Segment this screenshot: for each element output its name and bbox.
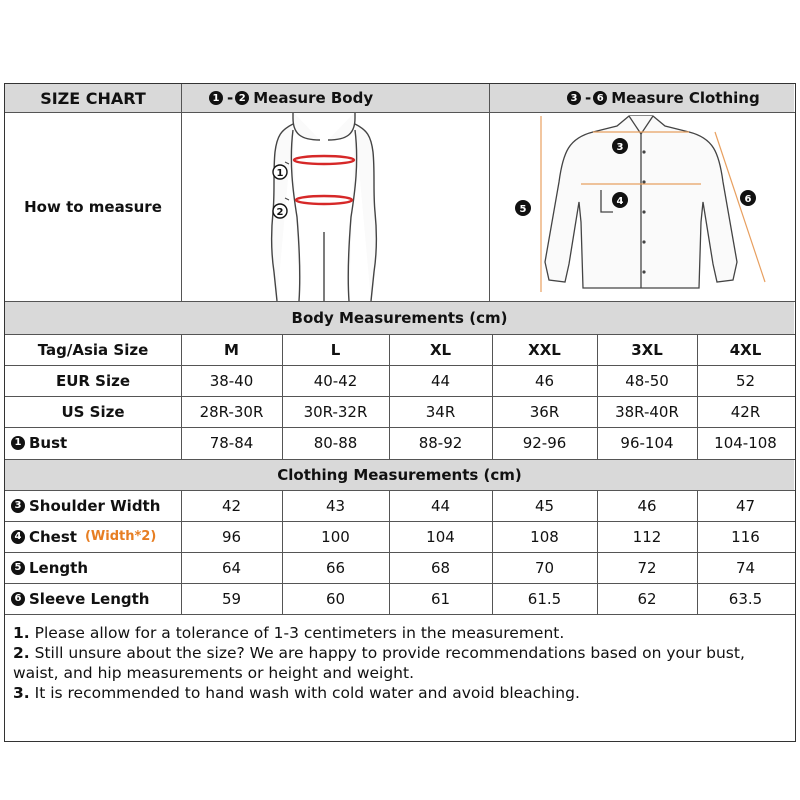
size-header-cell: 3XL [631, 340, 663, 359]
body-silhouette-icon [181, 112, 489, 301]
table-cell: 80-88 [313, 433, 358, 452]
measure-clothing-label: Measure Clothing [611, 89, 760, 107]
table-cell: 60 [325, 589, 346, 608]
size-header-cell: L [330, 340, 341, 359]
table-cell: 78-84 [209, 433, 254, 452]
row-note: (Width*2) [84, 529, 157, 544]
row-label-text: Length [29, 558, 88, 577]
size-header-cell: XL [429, 340, 452, 359]
marker-1-icon: 1 [209, 91, 223, 105]
row-label-text: Sleeve Length [29, 589, 150, 608]
marker-6-icon: 6 [593, 91, 607, 105]
measure-clothing-header: 3 - 6 Measure Clothing [489, 84, 794, 112]
row-label [5, 521, 181, 552]
marker-5-icon: 5 [11, 561, 25, 575]
table-cell: 116 [731, 527, 760, 546]
table-cell: 70 [534, 558, 555, 577]
row-label-text: Bust [29, 433, 68, 452]
table-cell: 92-96 [522, 433, 567, 452]
shirt-figure [489, 112, 794, 301]
table-cell: 64 [221, 558, 242, 577]
table-cell: 28R-30R [199, 402, 264, 421]
size-row-label: Tag/Asia Size [37, 340, 149, 359]
row-label [5, 490, 181, 521]
row-label [5, 427, 181, 458]
table-cell: 48-50 [625, 371, 669, 390]
table-cell: 61 [430, 589, 451, 608]
table-cell: 108 [530, 527, 559, 546]
table-cell: 42 [221, 496, 242, 515]
size-header-cell: M [224, 340, 239, 359]
body-marker-2: 2 [276, 207, 284, 218]
size-header-cell: 4XL [729, 340, 762, 359]
shirt-marker-6: 6 [744, 194, 752, 205]
marker-3-icon: 3 [11, 499, 25, 513]
table-cell: 68 [430, 558, 451, 577]
marker-4-icon: 4 [11, 530, 25, 544]
table-cell: 104-108 [714, 433, 777, 452]
table-cell: 36R [529, 402, 560, 421]
table-cell: 46 [637, 496, 657, 515]
table-cell: 66 [325, 558, 346, 577]
table-cell: 104 [426, 527, 455, 546]
table-cell: 62 [637, 589, 657, 608]
body-figure [181, 112, 489, 301]
table-cell: 74 [735, 558, 756, 577]
row-label [5, 552, 181, 583]
row-label [5, 583, 181, 614]
table-cell: 42R [730, 402, 761, 421]
shirt-marker-4: 4 [616, 196, 624, 207]
row-label-text: Chest [29, 527, 77, 546]
row-label-text: EUR Size [55, 371, 131, 390]
table-cell: 44 [430, 496, 451, 515]
table-cell: 44 [430, 371, 451, 390]
table-cell: 96 [221, 527, 242, 546]
shirt-marker-5: 5 [519, 204, 527, 215]
table-cell: 38-40 [209, 371, 254, 390]
table-cell: 52 [735, 371, 756, 390]
table-cell: 88-92 [418, 433, 463, 452]
size-chart-table [4, 83, 796, 742]
marker-1-icon: 1 [11, 436, 25, 450]
table-cell: 47 [735, 496, 756, 515]
marker-2-icon: 2 [235, 91, 249, 105]
clothing-measurements-title: Clothing Measurements (cm) [5, 459, 794, 490]
note-1: 1. Please allow for a tolerance of 1-3 centimeters in the measurement. [13, 624, 565, 642]
table-cell: 46 [534, 371, 555, 390]
table-cell: 40-42 [313, 371, 358, 390]
marker-6-icon: 6 [11, 592, 25, 606]
table-cell: 43 [325, 496, 346, 515]
table-cell: 63.5 [728, 589, 763, 608]
how-to-measure-label: How to measure [24, 197, 162, 216]
marker-3-icon: 3 [567, 91, 581, 105]
body-measurements-title: Body Measurements (cm) [5, 301, 794, 334]
body-marker-1: 1 [276, 168, 284, 179]
table-cell: 96-104 [620, 433, 674, 452]
table-cell: 112 [632, 527, 662, 546]
table-cell: 45 [534, 496, 555, 515]
table-cell: 100 [321, 527, 350, 546]
measure-body-label: Measure Body [253, 89, 374, 107]
row-label [5, 396, 181, 427]
table-cell: 38R-40R [615, 402, 679, 421]
row-label-text: US Size [61, 402, 125, 421]
size-chart-title: SIZE CHART [5, 84, 181, 112]
table-cell: 34R [425, 402, 456, 421]
row-label [5, 365, 181, 396]
note-2: 2. Still unsure about the size? We are happy to provide recommendations based on your bust, waist, and hip measurements or height and weight. [13, 644, 745, 682]
table-cell: 72 [637, 558, 657, 577]
table-cell: 59 [221, 589, 242, 608]
table-cell: 30R-32R [303, 402, 368, 421]
note-3: 3. It is recommended to hand wash with cold water and avoid bleaching. [13, 684, 580, 702]
measure-body-header: 1 - 2 Measure Body [181, 84, 489, 112]
shirt-outline-icon [489, 112, 794, 301]
notes-section [13, 623, 793, 703]
size-header-cell: XXL [528, 340, 561, 359]
row-label-text: Shoulder Width [29, 496, 161, 515]
table-cell: 61.5 [527, 589, 562, 608]
shirt-marker-3: 3 [616, 142, 624, 153]
